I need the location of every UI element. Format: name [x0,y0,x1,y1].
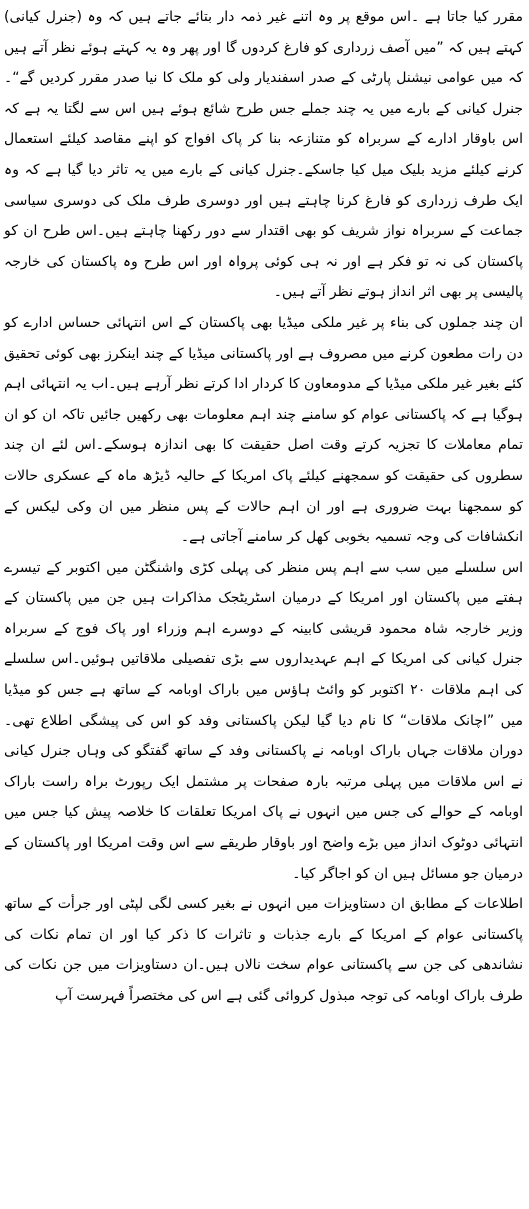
paragraph-2: ان چند جملوں کی بناء پر غیر ملکی میڈیا بھی پاکستان کے اس انتہائی حساس ادارے کو دن رات مطعون کرنے میں مصروف ہے اور پاکستانی میڈیا کے چند اینکرز بھی کوئی تحقیق کئے بغیر غیر ملکی میڈیا کے مدومعاون کا کردار ادا کرتے نظر آرہے ہیں۔اب یہ انتہائی اہم ہوگیا ہے کہ پاکستانی عوام کو سامنے چند اہم معلومات بھی رکھیں جائیں تاکہ ان کو ان تمام معاملات کا تجزیہ کرتے وقت اصل حقیقت کا بھی اندازہ ہوسکے۔اس لئے ان چند سطروں کی حقیقت کو سمجھنے کیلئے پاک امریکا کے حالیہ ڈیڑھ ماہ کے عسکری حالات کو سمجھنا بہت ضروری ہے اور ان اہم حالات کے پس منظر میں ان وکی لیکس کے انکشافات کی وجہ تسمیہ بخوبی کھل کر سامنے آجاتی ہے۔ [4,314,523,546]
paragraph-1: مقرر کیا جاتا ہے ۔اس موقع پر وہ اتنے غیر ذمہ دار بتائے جاتے ہیں کہ وہ (جنرل کیانی) کہتے ہیں کہ ”میں آصف زرداری کو فارغ کردوں گا اور پھر وہ یہ کہتے ہوئے نظر آتے ہیں کہ میں عوامی نیشنل پارٹی کے صدر اسفندیار ولی کو ملک کا نیا صدر مقرر کردیں گے“۔ جنرل کیانی کے بارے میں یہ چند جملے جس طرح شائع ہوئے ہیں اس سے لگتا یہ ہے کہ اس باوقار ادارے کے سربراہ کو متنازعہ بنا کر پاک افواج کو اپنے مقاصد کیلئے استعمال کرنے کیلئے مزید بلیک میل کیا جاسکے۔جنرل کیانی کے بارے میں یہ تاثر دیا گیا ہے کہ وہ ایک طرف زرداری کو فارغ کرنا چاہتے ہیں اور دوسری طرف ملک کی دوسری سیاسی جماعت کے سربراہ نواز شریف کو بھی اقتدار سے دور رکھنا چاہتے ہیں۔اس طرح ان کو پاکستان کی نہ تو فکر ہے اور نہ ہی کوئی پرواہ اور اس طرح وہ پاکستان کی خارجہ پالیسی پر بھی اثر انداز ہوتے نظر آتے ہیں۔ [4,9,523,301]
paragraph-3: اس سلسلے میں سب سے اہم پس منظر کی پہلی کڑی واشنگٹن میں اکتوبر کے تیسرے ہفتے میں پاکستان اور امریکا کے درمیان اسٹریٹجک مذاکرات ہیں جن میں پاکستان کے وزیر خارجہ شاہ محمود قریشی کابینہ کے دوسرے اہم وزراء اور پاک فوج کے سربراہ جنرل کیانی کی امریکا کے اہم عہدیداروں سے بڑی تفصیلی ملاقاتیں ہوئیں۔اس سلسلے کی اہم ملاقات ۲۰ اکتوبر کو وائٹ ہاؤس میں باراک اوبامہ کے ساتھ ہے جس کو میڈیا میں ”اچانک ملاقات“ کا نام دیا گیا لیکن پاکستانی وفد کو اس کی پیشگی اطلاع تھی۔دوران ملاقات جہاں باراک اوبامہ نے پاکستانی وفد کے ساتھ گفتگو کی وہاں جنرل کیانی نے اس ملاقات میں پہلی مرتبہ بارہ صفحات پر مشتمل ایک رپورٹ براہ راست باراک اوبامہ کے حوالے کی جس میں انہوں نے پاک امریکا تعلقات کا خلاصہ پیش کیا جس میں انتہائی دوٹوک انداز میں بڑے واضح اور باوقار طریقے سے اس وقت امریکا اور پاکستان کے درمیان جو مسائل ہیں ان کو اجاگر کیا۔ [4,559,523,882]
paragraph-4: اطلاعات کے مطابق ان دستاویزات میں انہوں نے بغیر کسی لگی لپٹی اور جرأت کے ساتھ پاکستانی عوام کے امریکا کے بارے جذبات و تاثرات کا ذکر کیا اور ان تمام نکات کی نشاندھی کی جن سے پاکستانی عوام سخت نالاں ہیں۔ان دستاویزات میں جن نکات کی طرف باراک اوبامہ کی توجہ مبذول کروائی گئی ہے اس کی مختصراً فہرست آپ [4,896,523,1004]
